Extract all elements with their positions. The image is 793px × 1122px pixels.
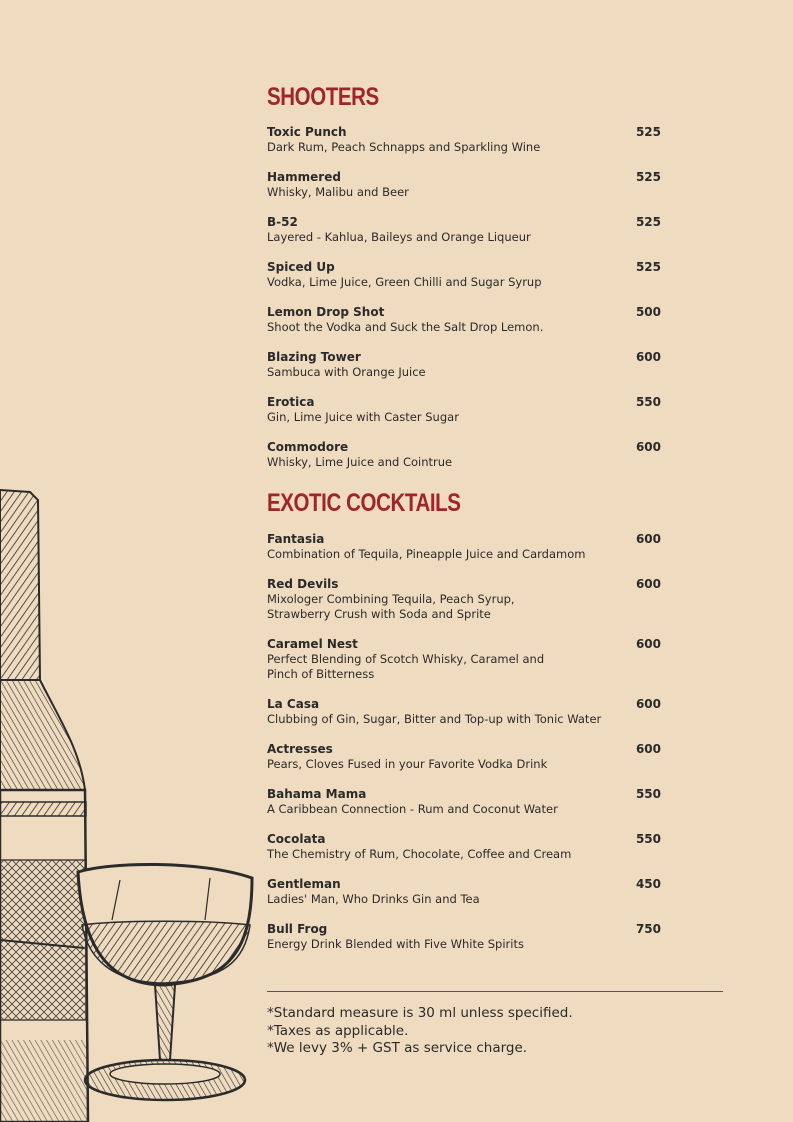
item-price: 550: [635, 787, 661, 801]
item-description: Layered - Kahlua, Baileys and Orange Liqueur: [267, 230, 531, 244]
item-description: Dark Rum, Peach Schnapps and Sparkling Wine: [267, 140, 541, 154]
menu-item: [267, 125, 661, 155]
item-price: 600: [635, 577, 661, 591]
item-name: Caramel Nest: [267, 637, 358, 651]
item-description: The Chemistry of Rum, Chocolate, Coffee and Cream: [267, 847, 572, 861]
menu-item: [267, 922, 661, 952]
item-name: Bahama Mama: [267, 787, 367, 801]
menu-item: [267, 832, 661, 862]
item-price: 550: [635, 832, 661, 846]
bottle-sketch: [0, 490, 88, 1122]
item-name: Cocolata: [267, 832, 326, 846]
menu-item: [267, 440, 661, 470]
item-description: Mixologer Combining Tequila, Peach Syrup, Strawberry Crush with Soda and Sprite: [267, 592, 515, 621]
menu-item: [267, 637, 661, 682]
item-description: Combination of Tequila, Pineapple Juice and Cardamom: [267, 547, 586, 561]
item-price: 525: [635, 170, 661, 184]
bottle-and-glass-illustration: [0, 480, 260, 1122]
menu-item: [267, 170, 661, 200]
item-price: 525: [635, 125, 661, 139]
item-price: 600: [635, 697, 661, 711]
item-price: 525: [635, 215, 661, 229]
item-description: Clubbing of Gin, Sugar, Bitter and Top-up with Tonic Water: [267, 712, 602, 726]
section-title-shooters: SHOOTERS: [267, 83, 379, 111]
item-price: 450: [635, 877, 661, 891]
menu-item: [267, 742, 661, 772]
section-title-exotic-cocktails: EXOTIC COCKTAILS: [267, 489, 461, 517]
menu-item: [267, 350, 661, 380]
item-name: Blazing Tower: [267, 350, 361, 364]
item-price: 600: [635, 637, 661, 651]
note-standard-measure: *Standard measure is 30 ml unless specified.: [267, 1005, 573, 1021]
item-description: Sambuca with Orange Juice: [267, 365, 426, 379]
item-description: Ladies' Man, Who Drinks Gin and Tea: [267, 892, 480, 906]
item-name: B-52: [267, 215, 298, 229]
item-name: Toxic Punch: [267, 125, 347, 139]
note-taxes: *Taxes as applicable.: [267, 1022, 409, 1039]
wine-glass-sketch: [78, 864, 252, 1100]
item-description: Whisky, Lime Juice and Cointrue: [267, 455, 453, 469]
item-price: 600: [635, 350, 661, 364]
menu-item: [267, 215, 661, 245]
item-name: Fantasia: [267, 532, 325, 546]
item-name: La Casa: [267, 697, 320, 711]
item-description: A Caribbean Connection - Rum and Coconut Water: [267, 802, 558, 816]
menu-item: [267, 260, 661, 290]
item-description: Energy Drink Blended with Five White Spirits: [267, 937, 524, 951]
menu-item: [267, 877, 661, 907]
item-name: Red Devils: [267, 577, 339, 591]
item-price: 600: [635, 742, 661, 756]
item-price: 550: [635, 395, 661, 409]
item-name: Spiced Up: [267, 260, 335, 274]
menu-item: [267, 577, 661, 622]
item-description: Shoot the Vodka and Suck the Salt Drop Lemon.: [267, 320, 544, 334]
item-name: Hammered: [267, 170, 341, 184]
menu-item: [267, 395, 661, 425]
menu-item: [267, 697, 661, 727]
item-price: 600: [635, 532, 661, 546]
item-price: 600: [635, 440, 661, 454]
item-name: Lemon Drop Shot: [267, 305, 385, 319]
item-name: Gentleman: [267, 877, 341, 891]
menu-item: [267, 787, 661, 817]
item-price: 500: [635, 305, 661, 319]
menu-item: [267, 532, 661, 562]
item-description: Vodka, Lime Juice, Green Chilli and Sugar Syrup: [267, 275, 542, 289]
footer-divider: [267, 991, 723, 992]
item-name: Bull Frog: [267, 922, 328, 936]
item-price: 525: [635, 260, 661, 274]
footer-notes: [267, 1005, 573, 1058]
item-price: 750: [635, 922, 661, 936]
note-service-charge: *We levy 3% + GST as service charge.: [267, 1040, 528, 1056]
item-description: Perfect Blending of Scotch Whisky, Caramel and Pinch of Bitterness: [267, 652, 545, 681]
menu-item: [267, 305, 661, 335]
item-description: Pears, Cloves Fused in your Favorite Vodka Drink: [267, 757, 548, 771]
item-description: Gin, Lime Juice with Caster Sugar: [267, 410, 459, 424]
item-name: Actresses: [267, 742, 333, 756]
item-description: Whisky, Malibu and Beer: [267, 185, 409, 199]
item-name: Erotica: [267, 395, 315, 409]
item-name: Commodore: [267, 440, 349, 454]
